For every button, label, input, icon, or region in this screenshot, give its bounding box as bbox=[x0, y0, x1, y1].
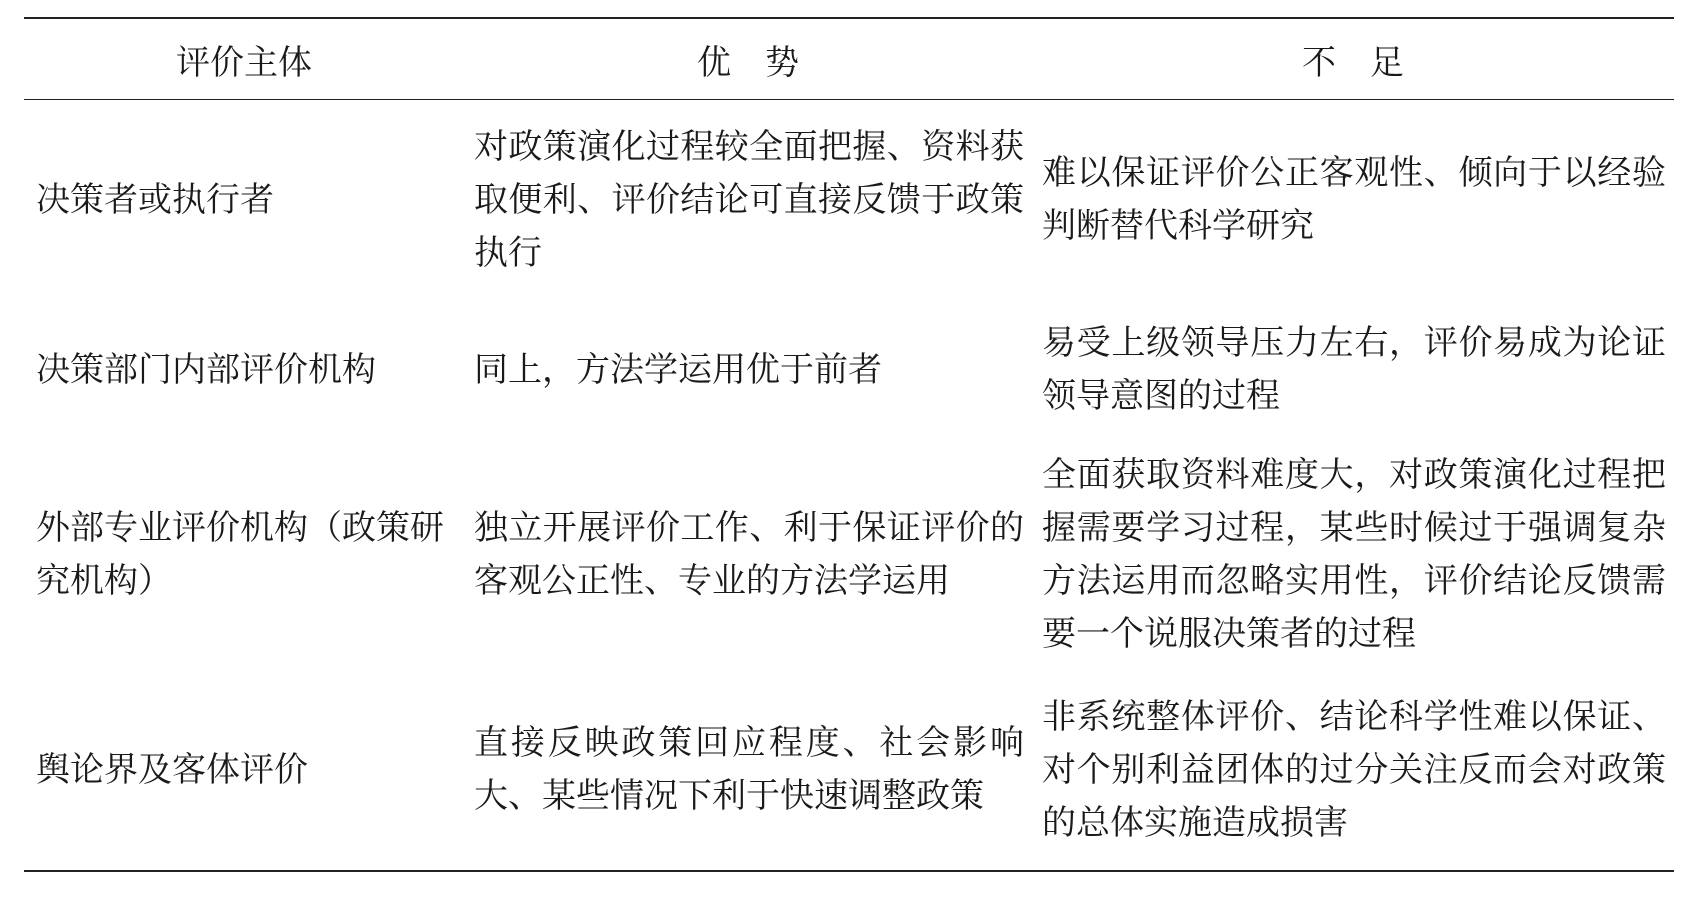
cell-subject: 舆论界及客体评价 bbox=[36, 749, 308, 790]
cell-advantage: 独立开展评价工作、利于保证评价的客观公正性、专业的方法学运用 bbox=[474, 508, 1024, 601]
cell-subject: 决策者或执行者 bbox=[36, 179, 274, 220]
cell-advantage: 直接反映政策回应程度、社会影响大、某些情况下利于快速调整政策 bbox=[474, 723, 1024, 816]
cell-disadvantage: 非系统整体评价、结论科学性难以保证、对个别利益团体的过分关注反而会对政策的总体实施造成损害 bbox=[1042, 696, 1666, 843]
evaluation-subject-table bbox=[24, 17, 1674, 872]
table-row bbox=[24, 300, 1674, 440]
header-advantages: 优 势 bbox=[697, 42, 799, 83]
comparison-table-container bbox=[24, 17, 1674, 872]
cell-subject: 决策部门内部评价机构 bbox=[36, 349, 376, 390]
cell-disadvantage: 难以保证评价公正客观性、倾向于以经验判断替代科学研究 bbox=[1042, 153, 1666, 246]
cell-advantage: 对政策演化过程较全面把握、资料获取便利、评价结论可直接反馈于政策执行 bbox=[474, 126, 1024, 273]
table-row bbox=[24, 670, 1674, 871]
cell-disadvantage: 易受上级领导压力左右，评价易成为论证领导意图的过程 bbox=[1042, 323, 1666, 416]
table-row bbox=[24, 100, 1674, 301]
cell-advantage: 同上，方法学运用优于前者 bbox=[474, 349, 882, 390]
table-row bbox=[24, 440, 1674, 670]
cell-disadvantage: 全面获取资料难度大，对政策演化过程把握需要学习过程，某些时候过于强调复杂方法运用而忽略实用性，评价结论反馈需要一个说服决策者的过程 bbox=[1042, 455, 1666, 654]
header-disadvantages: 不 足 bbox=[1302, 42, 1404, 83]
cell-subject: 外部专业评价机构（政策研究机构） bbox=[36, 508, 444, 601]
table-header-row bbox=[24, 18, 1674, 100]
header-evaluation-subject: 评价主体 bbox=[176, 42, 312, 83]
